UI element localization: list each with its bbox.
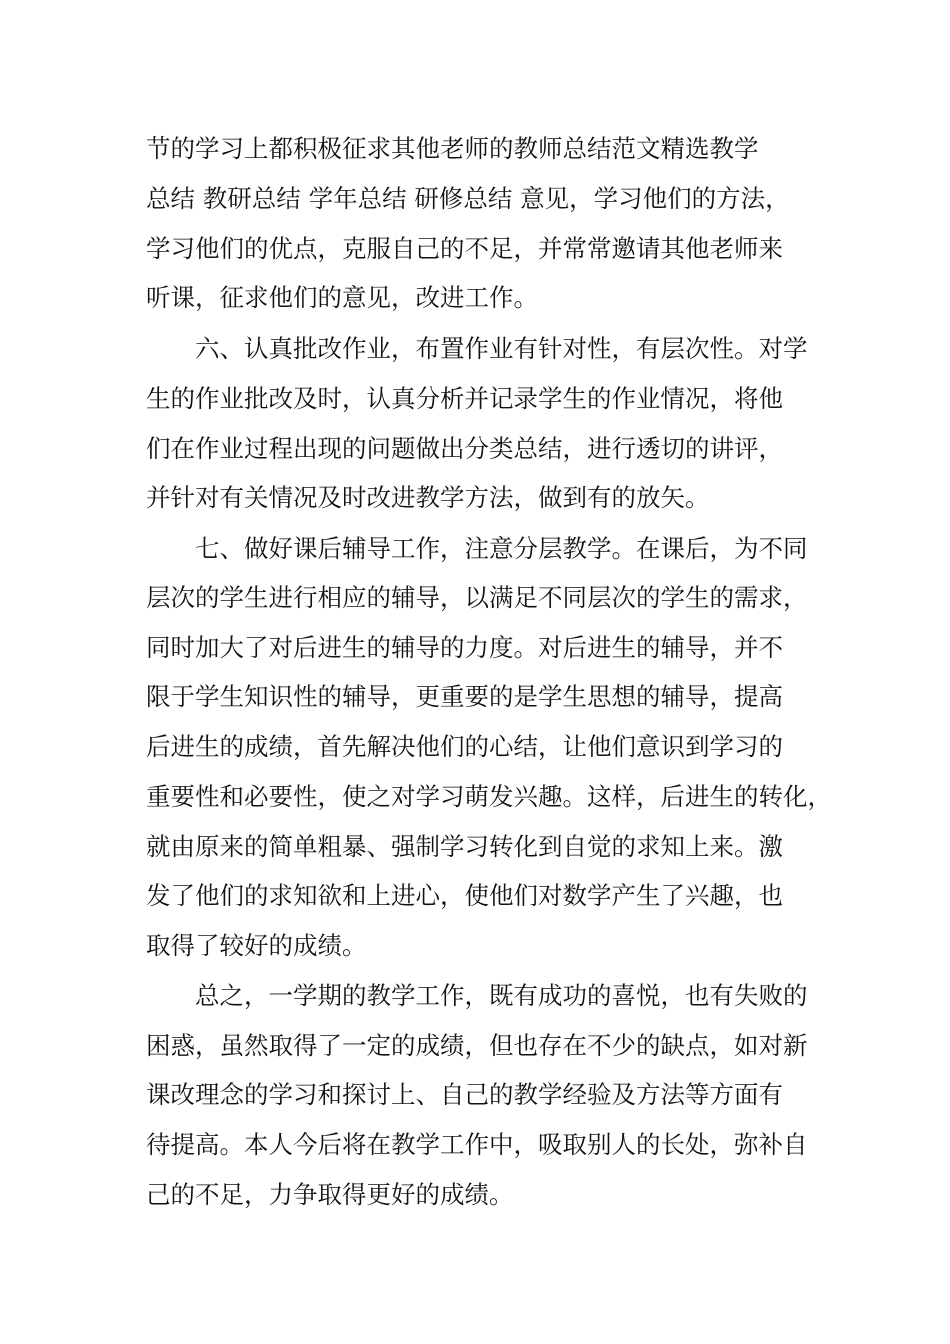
text-line: 并针对有关情况及时改进教学方法，做到有的放矢。	[146, 483, 710, 512]
text-line: 们在作业过程出现的问题做出分类总结，进行透切的讲评，	[146, 434, 783, 463]
text-line: 困惑，虽然取得了一定的成绩，但也存在不少的缺点，如对新	[146, 1031, 808, 1060]
text-line: 就由原来的简单粗暴、强制学习转化到自觉的求知上来。激	[146, 832, 783, 861]
text-line: 取得了较好的成绩。	[146, 931, 367, 960]
text-line: 层次的学生进行相应的辅导，以满足不同层次的学生的需求，	[146, 583, 808, 612]
text-line: 听课，征求他们的意见，改进工作。	[146, 283, 538, 312]
text-line: 待提高。本人今后将在教学工作中，吸取别人的长处，弥补自	[146, 1130, 808, 1159]
text-line: 发了他们的求知欲和上进心，使他们对数学产生了兴趣，也	[146, 881, 783, 910]
text-line: 节的学习上都积极征求其他老师的教师总结范文精选教学	[146, 134, 759, 163]
text-line: 限于学生知识性的辅导，更重要的是学生思想的辅导，提高	[146, 682, 783, 711]
text-line: 总结 教研总结 学年总结 研修总结 意见，学习他们的方法，	[146, 184, 790, 213]
text-line: 学习他们的优点，克服自己的不足，并常常邀请其他老师来	[146, 234, 783, 263]
conclusion-first-line: 总之，一学期的教学工作，既有成功的喜悦，也有失败的	[195, 981, 808, 1010]
text-line: 重要性和必要性，使之对学习萌发兴趣。这样，后进生的转化，	[146, 782, 832, 811]
paragraph-seven-first-line: 七、做好课后辅导工作，注意分层教学。在课后，为不同	[195, 534, 808, 563]
text-line: 课改理念的学习和探讨上、自己的教学经验及方法等方面有	[146, 1080, 783, 1109]
text-line: 同时加大了对后进生的辅导的力度。对后进生的辅导，并不	[146, 633, 783, 662]
text-line: 生的作业批改及时，认真分析并记录学生的作业情况，将他	[146, 384, 783, 413]
text-line: 后进生的成绩，首先解决他们的心结，让他们意识到学习的	[146, 732, 783, 761]
paragraph-six-first-line: 六、认真批改作业，布置作业有针对性，有层次性。对学	[195, 334, 808, 363]
text-line: 己的不足，力争取得更好的成绩。	[146, 1180, 514, 1209]
